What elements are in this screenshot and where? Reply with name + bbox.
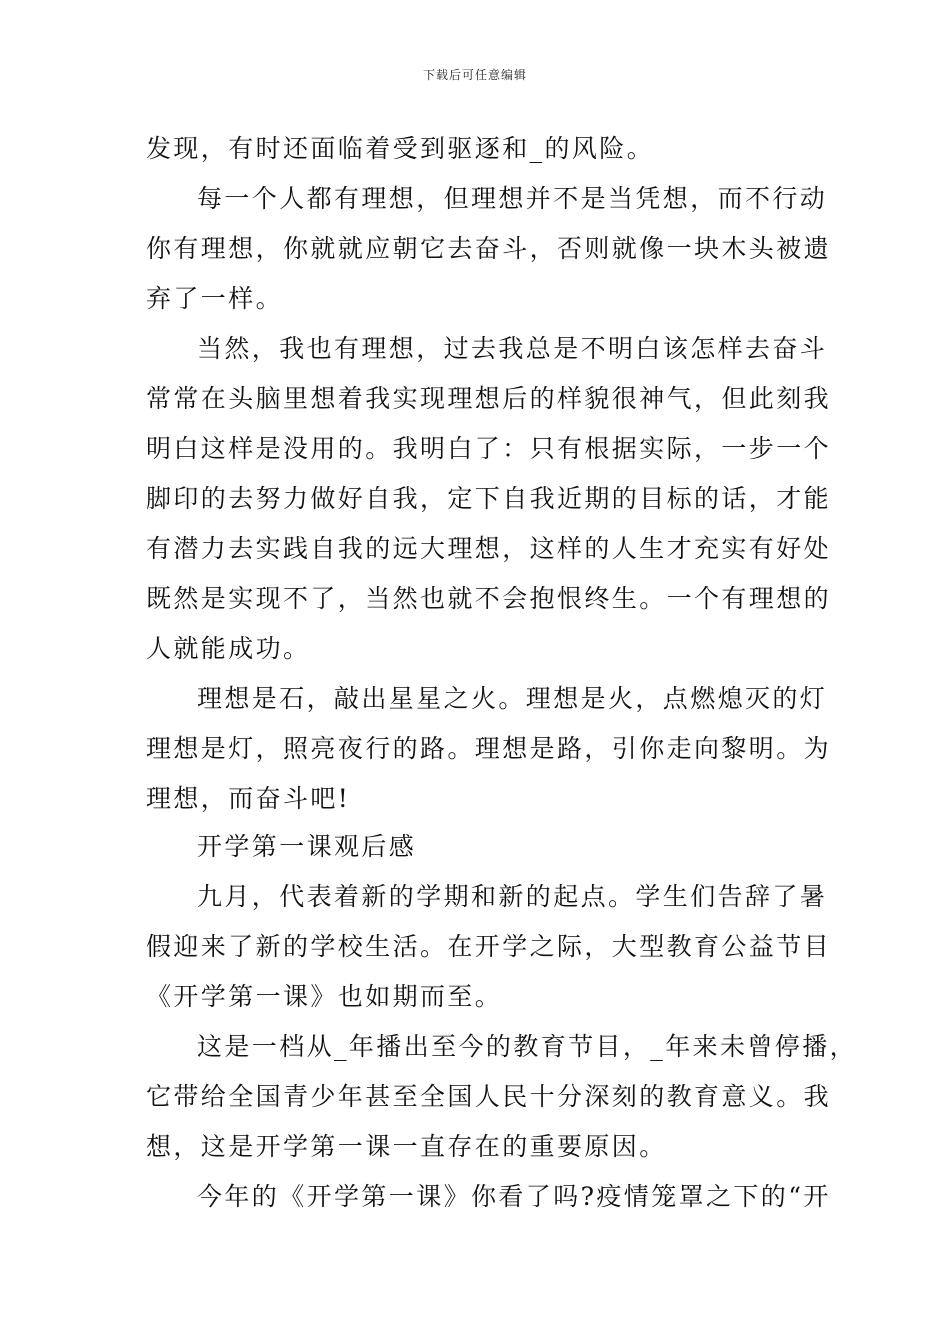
text-line: 假迎来了新的学校生活。在开学之际，大型教育公益节目 [146, 932, 832, 961]
text-line: 弃了一样。 [146, 284, 284, 313]
text-line: 你有理想，你就就应朝它去奋斗，否则就像一块木头被遗 [146, 234, 832, 263]
text-line: 理想是灯，照亮夜行的路。理想是路，引你走向黎明。为 [146, 734, 832, 763]
text-line: 脚印的去努力做好自我，定下自我近期的目标的话，才能 [146, 484, 832, 513]
text-line: 明白这样是没用的。我明白了：只有根据实际，一步一个 [146, 434, 832, 463]
text-line: 它带给全国青少年甚至全国人民十分深刻的教育意义。我 [146, 1082, 832, 1111]
text-line: 理想，而奋斗吧! [146, 784, 351, 813]
header-note: 下载后可任意编辑 [422, 68, 527, 82]
text-line: 《开学第一课》也如期而至。 [146, 982, 503, 1011]
section-heading: 开学第一课观后感 [197, 832, 417, 861]
text-line: 常常在头脑里想着我实现理想后的样貌很神气，但此刻我 [146, 384, 832, 413]
paragraph-first-line: 今年的《开学第一课》你看了吗?疫情笼罩之下的“开 [197, 1182, 831, 1211]
text-line: 有潜力去实践自我的远大理想，这样的人生才充实有好处 [146, 534, 832, 563]
text-line: 发现，有时还面临着受到驱逐和_的风险。 [146, 134, 655, 163]
text-line: 想，这是开学第一课一直存在的重要原因。 [146, 1132, 667, 1161]
text-line: 既然是实现不了，当然也就不会抱恨终生。一个有理想的 [146, 584, 832, 613]
paragraph-first-line: 这是一档从_年播出至今的教育节目，_年来未曾停播， [197, 1032, 858, 1061]
paragraph-first-line: 九月，代表着新的学期和新的起点。学生们告辞了暑 [197, 882, 828, 911]
text-line: 人就能成功。 [146, 634, 311, 663]
paragraph-first-line: 每一个人都有理想，但理想并不是当凭想，而不行动 [197, 184, 828, 213]
paragraph-first-line: 理想是石，敲出星星之火。理想是火，点燃熄灭的灯 [197, 684, 828, 713]
paragraph-first-line: 当然，我也有理想，过去我总是不明白该怎样去奋斗 [197, 334, 828, 363]
